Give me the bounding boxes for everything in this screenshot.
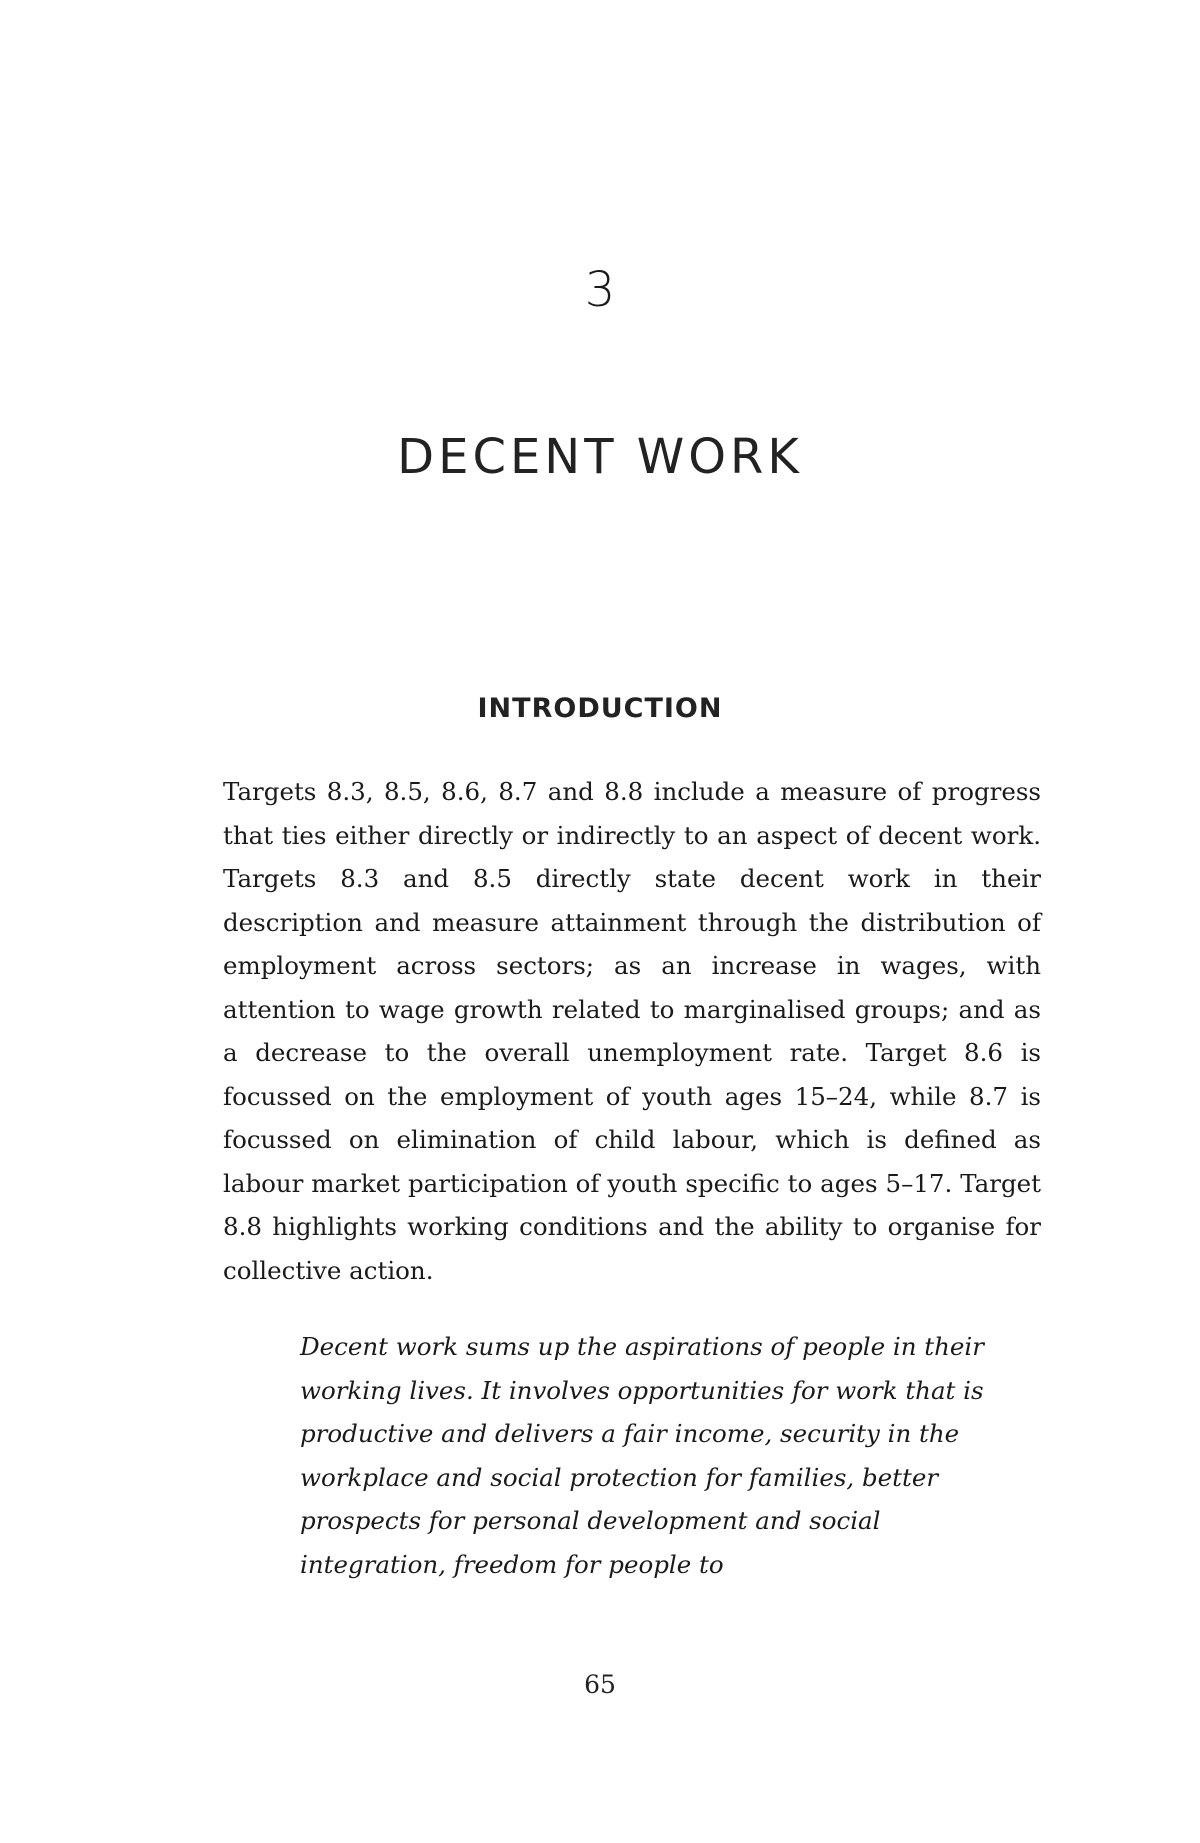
page-number: 65: [584, 1670, 616, 1699]
block-quote: Decent work sums up the aspirations of people in their working lives. It involves opportunities for work that is productive and delivers a fair income, security in the workplace and social protection for families, better prospects for personal development and social integration, freedom for people to: [300, 1332, 984, 1579]
section-heading: INTRODUCTION: [477, 693, 723, 724]
chapter-number: 3: [584, 262, 616, 318]
chapter-title: DECENT WORK: [397, 429, 803, 485]
body-paragraph: Targets 8.3, 8.5, 8.6, 8.7 and 8.8 include a measure of progress that ties either directly or indirectly to an aspect of decent work. Targets 8.3 and 8.5 directly state decent work in their description and measure attainment through the distribution of employment across sectors; as an increase in wages, with attention to wage growth related to marginalised groups; and as a decrease to the overall unemployment rate. Target 8.6 is focussed on the employment of youth ages 15–24, while 8.7 is focussed on elimination of child labour, which is defined as labour market participation of youth specific to ages 5–17. Target 8.8 highlights working conditions and the ability to organise for collective action.: [223, 777, 1041, 1285]
